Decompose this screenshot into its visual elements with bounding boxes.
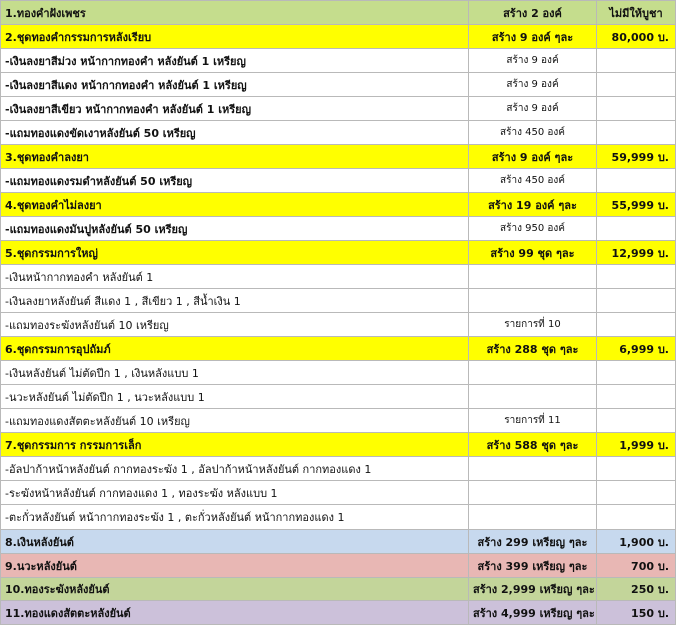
item-name-cell: -นวะหลังยันต์ ไม่ตัดปีก 1 , นวะหลังแบบ 1 [1, 385, 469, 409]
build-count-cell: สร้าง 588 ชุด ๆละ [469, 433, 597, 457]
build-count-cell: สร้าง 450 องค์ [469, 169, 597, 193]
price-cell: 150 บ. [597, 601, 676, 625]
price-cell: 59,999 บ. [597, 145, 676, 169]
item-name-cell: -แถมทองแดงสัตตะหลังยันต์ 10 เหรียญ [1, 409, 469, 433]
table-row [1, 1, 676, 25]
build-count-cell: สร้าง 99 ชุด ๆละ [469, 241, 597, 265]
build-count-cell [469, 361, 597, 385]
item-name-cell: 2.ชุดทองคำกรรมการหลังเรียบ [1, 25, 469, 49]
table-row [1, 457, 676, 481]
build-count-cell [469, 265, 597, 289]
table-row [1, 49, 676, 73]
table-row [1, 265, 676, 289]
price-cell [597, 457, 676, 481]
price-table-body [1, 1, 676, 625]
build-count-cell: รายการที่ 10 [469, 313, 597, 337]
build-count-cell: สร้าง 2 องค์ [469, 1, 597, 25]
price-cell [597, 409, 676, 433]
price-cell: 55,999 บ. [597, 193, 676, 217]
build-count-cell: สร้าง 9 องค์ [469, 49, 597, 73]
table-row [1, 313, 676, 337]
build-count-cell: สร้าง 299 เหรียญ ๆละ [469, 530, 597, 554]
build-count-cell: สร้าง 450 องค์ [469, 121, 597, 145]
table-row [1, 145, 676, 169]
price-cell [597, 505, 676, 530]
item-name-cell: 9.นวะหลังยันต์ [1, 554, 469, 578]
table-row [1, 385, 676, 409]
build-count-cell: สร้าง 9 องค์ ๆละ [469, 25, 597, 49]
item-name-cell: 11.ทองแดงสัตตะหลังยันต์ [1, 601, 469, 625]
price-cell [597, 361, 676, 385]
table-row [1, 505, 676, 530]
item-name-cell: -เงินลงยาสีม่วง หน้ากากทองคำ หลังยันต์ 1 เหรียญ [1, 49, 469, 73]
item-name-cell: 5.ชุดกรรมการใหญ่ [1, 241, 469, 265]
item-name-cell: -เงินลงยาหลังยันต์ สีแดง 1 , สีเขียว 1 , สีน้ำเงิน 1 [1, 289, 469, 313]
price-cell [597, 481, 676, 505]
item-name-cell: 10.ทองระฆังหลังยันต์ [1, 578, 469, 601]
price-cell: 1,900 บ. [597, 530, 676, 554]
build-count-cell [469, 385, 597, 409]
item-name-cell: 7.ชุดกรรมการ กรรมการเล็ก [1, 433, 469, 457]
item-name-cell: 3.ชุดทองคำลงยา [1, 145, 469, 169]
table-row [1, 554, 676, 578]
item-name-cell: 6.ชุดกรรมการอุปถัมภ์ [1, 337, 469, 361]
item-name-cell: -แถมทองระฆังหลังยันต์ 10 เหรียญ [1, 313, 469, 337]
table-row [1, 433, 676, 457]
table-row [1, 25, 676, 49]
price-cell [597, 289, 676, 313]
table-row [1, 361, 676, 385]
table-row [1, 578, 676, 601]
item-name-cell: 1.ทองคำฝังเพชร [1, 1, 469, 25]
price-cell: 12,999 บ. [597, 241, 676, 265]
price-cell [597, 313, 676, 337]
price-cell: 250 บ. [597, 578, 676, 601]
price-cell [597, 121, 676, 145]
build-count-cell: สร้าง 399 เหรียญ ๆละ [469, 554, 597, 578]
table-row [1, 481, 676, 505]
build-count-cell: สร้าง 19 องค์ ๆละ [469, 193, 597, 217]
price-cell: 700 บ. [597, 554, 676, 578]
build-count-cell: สร้าง 9 องค์ [469, 73, 597, 97]
table-row [1, 241, 676, 265]
item-name-cell: -เงินลงยาสีเขียว หน้ากากทองคำ หลังยันต์ 1 เหรียญ [1, 97, 469, 121]
price-cell [597, 97, 676, 121]
build-count-cell [469, 457, 597, 481]
table-row [1, 409, 676, 433]
build-count-cell: สร้าง 9 องค์ [469, 97, 597, 121]
price-cell: 1,999 บ. [597, 433, 676, 457]
price-cell: 80,000 บ. [597, 25, 676, 49]
build-count-cell: สร้าง 4,999 เหรียญ ๆละ [469, 601, 597, 625]
table-row [1, 289, 676, 313]
build-count-cell: สร้าง 9 องค์ ๆละ [469, 145, 597, 169]
item-name-cell: -ระฆังหน้าหลังยันต์ กากทองแดง 1 , ทองระฆัง หลังแบบ 1 [1, 481, 469, 505]
price-cell [597, 49, 676, 73]
build-count-cell: สร้าง 2,999 เหรียญ ๆละ [469, 578, 597, 601]
table-row [1, 169, 676, 193]
item-name-cell: -ตะกั่วหลังยันต์ หน้ากากทองระฆัง 1 , ตะกั่วหลังยันต์ หน้ากากทองแดง 1 [1, 505, 469, 530]
build-count-cell [469, 481, 597, 505]
item-name-cell: -เงินหน้ากากทองคำ หลังยันต์ 1 [1, 265, 469, 289]
price-cell [597, 169, 676, 193]
table-row [1, 121, 676, 145]
item-name-cell: -อัลปาก้าหน้าหลังยันต์ กากทองระฆัง 1 , อัลปาก้าหน้าหลังยันต์ กากทองแดง 1 [1, 457, 469, 481]
price-cell [597, 73, 676, 97]
item-name-cell: 4.ชุดทองคำไม่ลงยา [1, 193, 469, 217]
table-row [1, 530, 676, 554]
build-count-cell [469, 505, 597, 530]
build-count-cell [469, 289, 597, 313]
table-row [1, 97, 676, 121]
price-cell: ไม่มีให้บูชา [597, 1, 676, 25]
price-cell: 6,999 บ. [597, 337, 676, 361]
price-cell [597, 385, 676, 409]
price-cell [597, 265, 676, 289]
item-name-cell: -เงินหลังยันต์ ไม่ตัดปีก 1 , เงินหลังแบบ 1 [1, 361, 469, 385]
table-row [1, 73, 676, 97]
build-count-cell: สร้าง 288 ชุด ๆละ [469, 337, 597, 361]
table-row [1, 193, 676, 217]
item-name-cell: 8.เงินหลังยันต์ [1, 530, 469, 554]
item-name-cell: -แถมทองแดงรมดำหลังยันต์ 50 เหรียญ [1, 169, 469, 193]
item-name-cell: -เงินลงยาสีแดง หน้ากากทองคำ หลังยันต์ 1 เหรียญ [1, 73, 469, 97]
build-count-cell: รายการที่ 11 [469, 409, 597, 433]
item-name-cell: -แถมทองแดงขัดเงาหลังยันต์ 50 เหรียญ [1, 121, 469, 145]
item-name-cell: -แถมทองแดงมันปูหลังยันต์ 50 เหรียญ [1, 217, 469, 241]
table-row [1, 217, 676, 241]
table-row [1, 337, 676, 361]
build-count-cell: สร้าง 950 องค์ [469, 217, 597, 241]
price-cell [597, 217, 676, 241]
